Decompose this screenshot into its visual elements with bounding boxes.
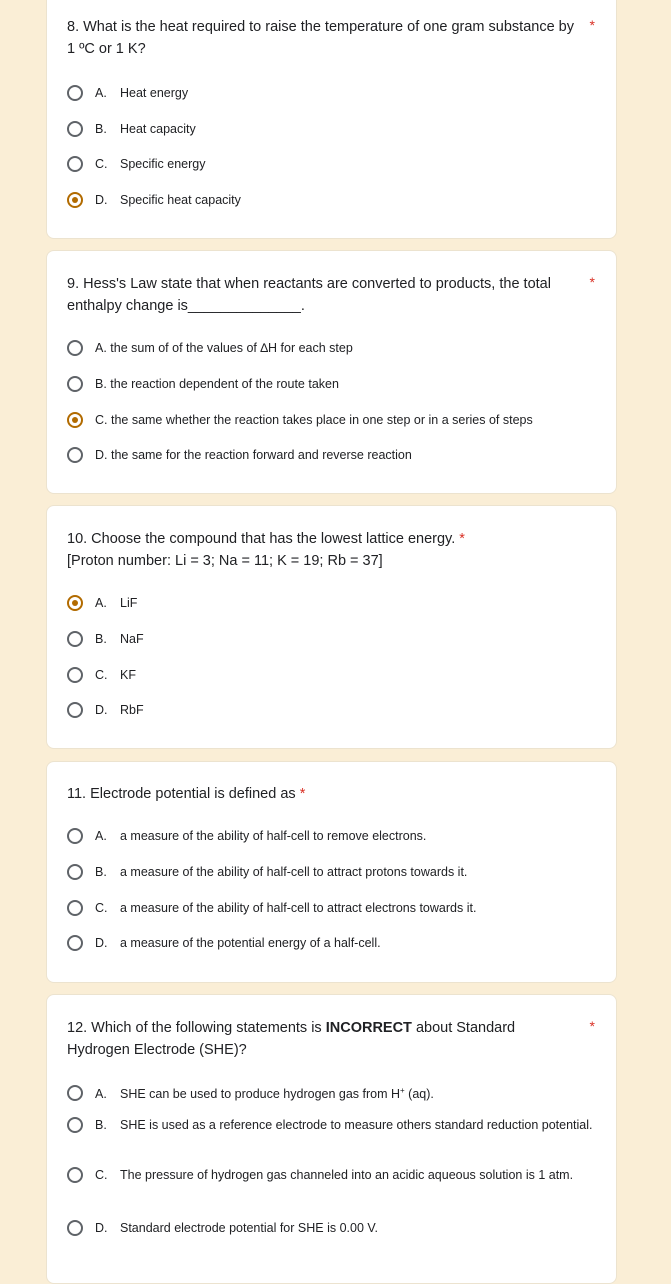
question-text: 11. Electrode potential is defined as	[67, 786, 296, 802]
option-letter: B.	[95, 1118, 107, 1132]
option-c[interactable]	[67, 899, 596, 917]
option-label: RbF	[120, 703, 144, 717]
option-label: LiF	[120, 596, 138, 610]
option-label: a measure of the potential energy of a half-cell.	[120, 936, 381, 950]
option-a[interactable]	[67, 84, 596, 102]
option-d[interactable]	[67, 701, 596, 719]
option-letter: B.	[95, 632, 107, 646]
option-label: a measure of the ability of half-cell to attract protons towards it.	[120, 865, 468, 879]
radio-button[interactable]	[67, 1085, 83, 1101]
superscript: +	[400, 1086, 405, 1095]
option-label: D. the same for the reaction forward and reverse reaction	[95, 448, 412, 462]
option-a[interactable]	[67, 339, 596, 357]
question-title: 9. Hess's Law state that when reactants are converted to products, the total enthalpy change is______________.	[67, 276, 551, 314]
option-c[interactable]	[67, 155, 596, 173]
radio-button[interactable]	[67, 121, 83, 137]
option-letter: C.	[95, 901, 108, 915]
option-label: a measure of the ability of half-cell to remove electrons.	[120, 829, 427, 843]
required-asterisk: *	[459, 531, 465, 547]
option-label-tail: (aq).	[404, 1087, 434, 1101]
question-card-12	[46, 994, 617, 1284]
radio-button[interactable]	[67, 340, 83, 356]
option-label: Specific energy	[120, 157, 206, 171]
option-c[interactable]	[67, 1166, 596, 1184]
option-b[interactable]	[67, 375, 596, 393]
option-letter: A.	[95, 1087, 107, 1101]
option-b[interactable]	[67, 863, 596, 881]
option-letter: D.	[95, 703, 108, 717]
required-asterisk: *	[589, 17, 595, 33]
option-label: Heat energy	[120, 86, 189, 100]
radio-button-selected[interactable]	[67, 412, 83, 428]
radio-button[interactable]	[67, 1117, 83, 1133]
option-label: The pressure of hydrogen gas channeled into an acidic aqueous solution is 1 atm.	[120, 1168, 574, 1182]
question-title	[67, 1017, 576, 1061]
option-label: B. the reaction dependent of the route taken	[95, 377, 339, 391]
option-letter: D.	[95, 193, 108, 207]
option-c[interactable]	[67, 666, 596, 684]
option-a[interactable]	[67, 594, 596, 612]
radio-button-selected[interactable]	[67, 192, 83, 208]
option-c[interactable]	[67, 411, 596, 429]
option-letter: B.	[95, 865, 107, 879]
option-a[interactable]	[67, 827, 596, 845]
option-b[interactable]	[67, 120, 596, 138]
question-text: 10. Choose the compound that has the lowest lattice energy.	[67, 531, 456, 547]
radio-button[interactable]	[67, 447, 83, 463]
option-letter: D.	[95, 936, 108, 950]
option-label: Heat capacity	[120, 122, 196, 136]
question-text-end: about Standard Hydrogen Electrode (SHE)?	[67, 1020, 516, 1058]
question-card-10	[46, 505, 617, 749]
radio-button[interactable]	[67, 864, 83, 880]
question-card-11	[46, 761, 617, 983]
radio-button[interactable]	[67, 828, 83, 844]
option-label: A. the sum of of the values of ∆H for each step	[95, 341, 353, 355]
required-asterisk: *	[299, 786, 306, 802]
option-d[interactable]	[67, 1219, 596, 1237]
radio-button[interactable]	[67, 702, 83, 718]
radio-button[interactable]	[67, 156, 83, 172]
question-card-9	[46, 250, 617, 494]
option-letter: B.	[95, 122, 107, 136]
option-label: Standard electrode potential for SHE is 0.00 V.	[120, 1221, 379, 1235]
option-label: C. the same whether the reaction takes place in one step or in a series of steps	[95, 413, 533, 427]
option-letter: A.	[95, 596, 107, 610]
question-subtitle: [Proton number: Li = 3; Na = 11; K = 19; Rb = 37]	[67, 553, 383, 569]
required-asterisk: *	[589, 274, 595, 290]
option-label: a measure of the ability of half-cell to attract electrons towards it.	[120, 901, 477, 915]
radio-button[interactable]	[67, 631, 83, 647]
option-label: NaF	[120, 632, 144, 646]
option-label: SHE is used as a reference electrode to measure others standard reduction potential.	[120, 1118, 593, 1132]
radio-button[interactable]	[67, 900, 83, 916]
option-a[interactable]	[67, 1082, 596, 1103]
radio-button-selected[interactable]	[67, 595, 83, 611]
option-d[interactable]	[67, 934, 596, 952]
question-title: 8. What is the heat required to raise the temperature of one gram substance by 1 ºC or 1 K?	[67, 19, 574, 57]
question-card-8	[46, 0, 617, 239]
option-label: KF	[120, 668, 136, 682]
radio-button[interactable]	[67, 935, 83, 951]
option-letter: A.	[95, 829, 107, 843]
option-letter: A.	[95, 86, 107, 100]
option-letter: C.	[95, 668, 108, 682]
option-letter: C.	[95, 1168, 108, 1182]
question-emphasis: INCORRECT	[325, 1020, 412, 1036]
option-d[interactable]	[67, 446, 596, 464]
question-title	[67, 528, 576, 572]
option-label: Specific heat capacity	[120, 193, 241, 207]
radio-button[interactable]	[67, 1220, 83, 1236]
option-letter: D.	[95, 1221, 108, 1235]
question-text: 12. Which of the following statements is	[67, 1020, 326, 1036]
radio-button[interactable]	[67, 85, 83, 101]
required-asterisk: *	[589, 1018, 595, 1034]
option-d[interactable]	[67, 191, 596, 209]
option-b[interactable]	[67, 1116, 596, 1134]
radio-button[interactable]	[67, 1167, 83, 1183]
option-b[interactable]	[67, 630, 596, 648]
radio-button[interactable]	[67, 376, 83, 392]
option-letter: C.	[95, 157, 108, 171]
radio-button[interactable]	[67, 667, 83, 683]
question-title	[67, 783, 576, 805]
option-label: SHE can be used to produce hydrogen gas from H	[120, 1087, 401, 1101]
